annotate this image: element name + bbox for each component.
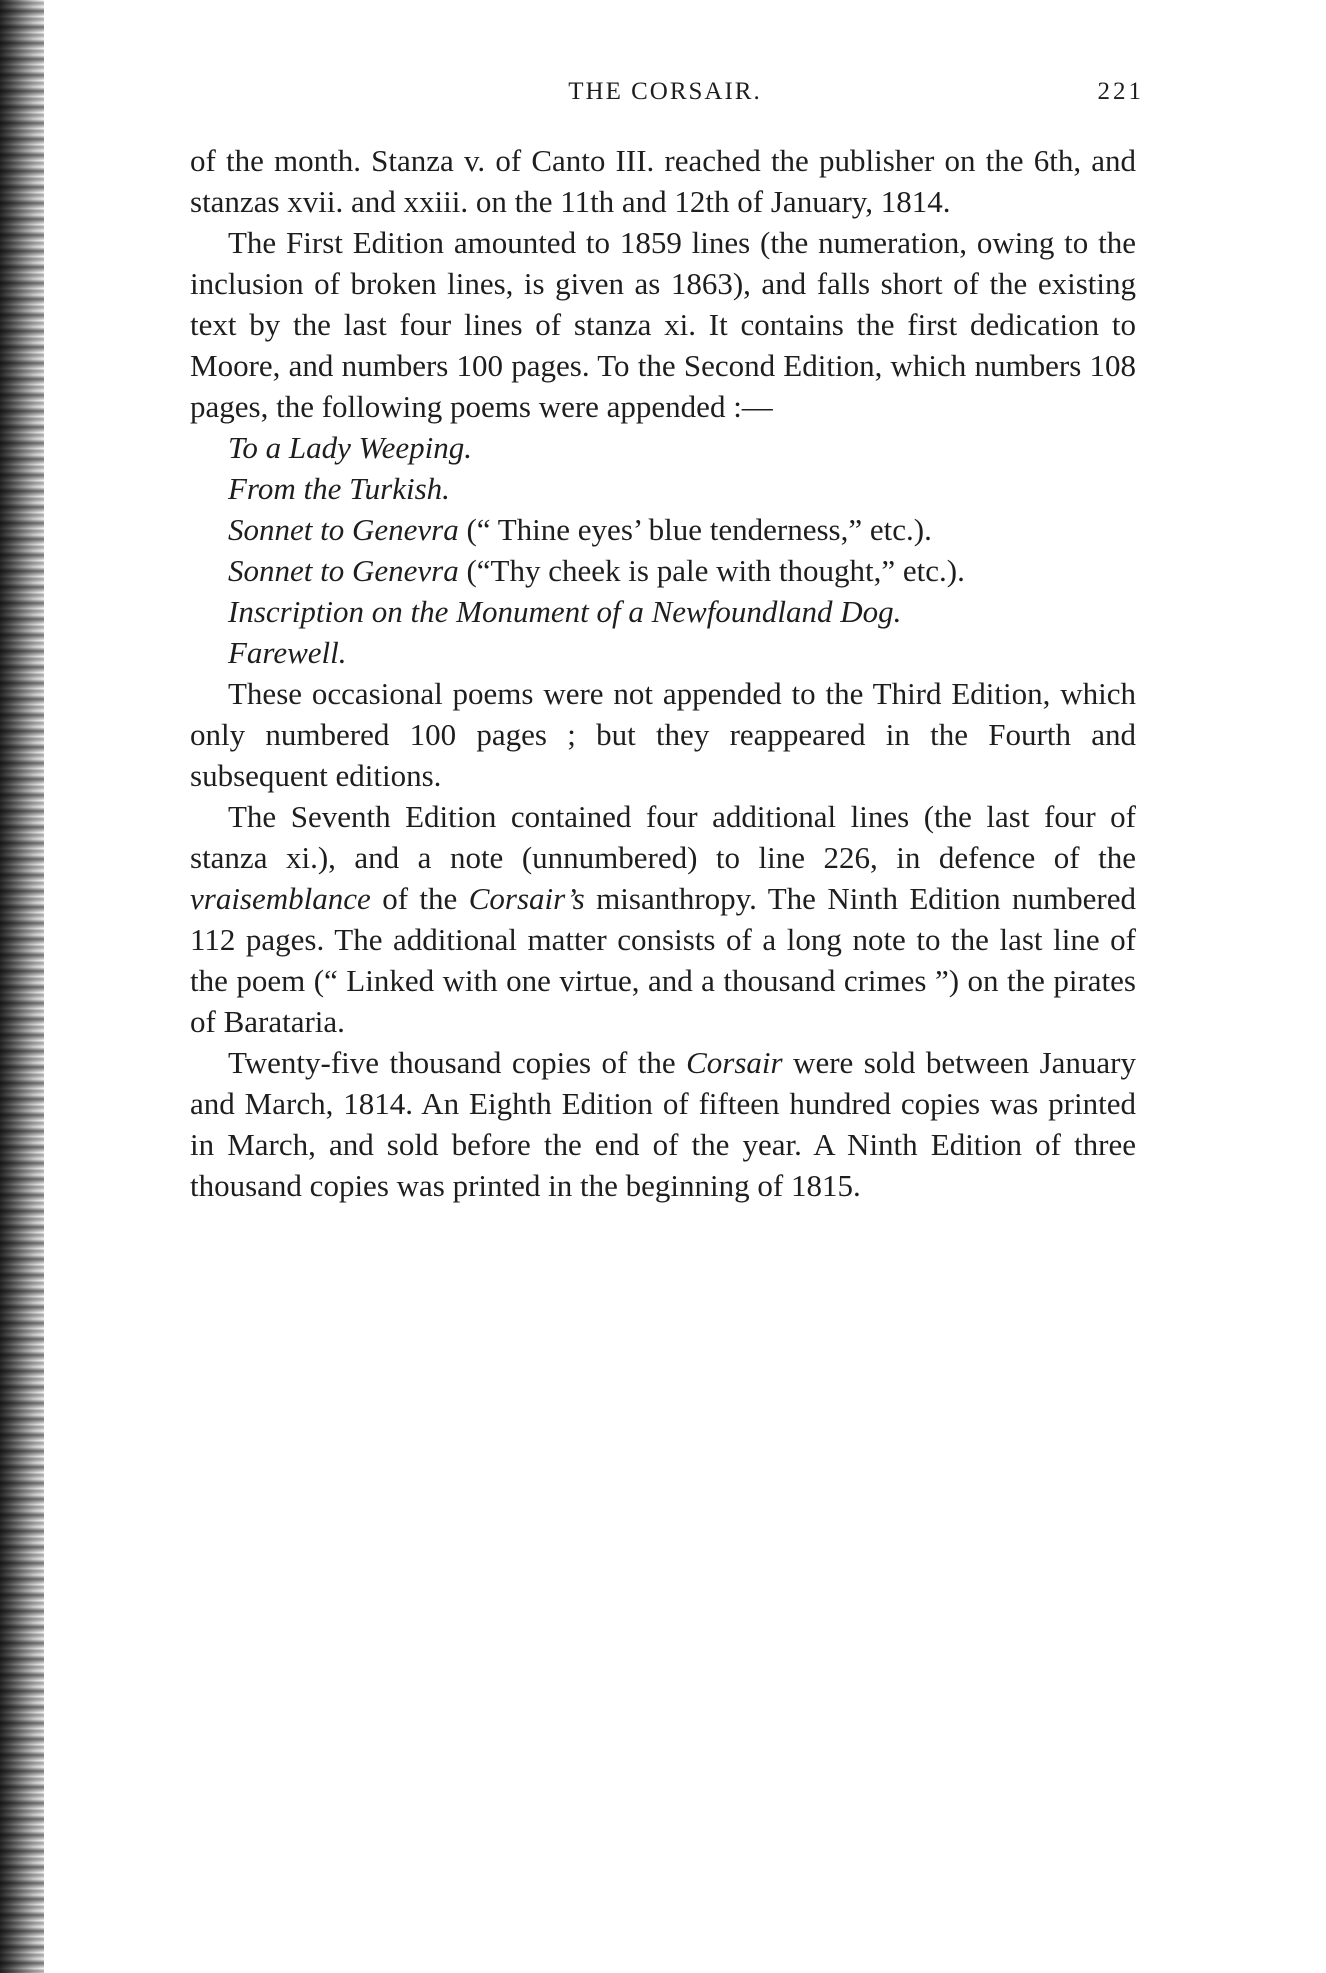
paragraph-seventh-edition: The Seventh Edition contained four additional lines (the last four of stanza xi.), and a note (unnumbered) to line 226, in defence of the vraisemblance of the Corsair’s misanthropy. The Ninth Edition numbered 112 pages. The additional matter consists of a long note to the last line of the poem (“ Linked with one virtue, and a thousand crimes ”) on the pirates of Barataria. [190, 799, 1136, 1039]
paragraph-continuation: of the month. Stanza v. of Canto III. reached the publisher on the 6th, and stanzas xvii. and xxiii. on the 11th and 12th of January, 1814. [190, 143, 1136, 219]
poem-list-item: Sonnet to Genevra (“Thy cheek is pale with thought,” etc.). [228, 553, 965, 588]
poem-title: Inscription on the Monument of a Newfoundland Dog. [228, 594, 902, 629]
poem-list-item [190, 427, 1136, 468]
poem-title: To a Lady Weeping. [228, 430, 473, 465]
book-page [190, 78, 1144, 1206]
running-title: THE CORSAIR. [568, 78, 762, 105]
poem-title: Sonnet to Genevra [228, 512, 459, 547]
page-number: 221 [1097, 78, 1144, 105]
poem-list-item: Sonnet to Genevra (“ Thine eyes’ blue tenderness,” etc.). [228, 512, 932, 547]
poem-list-item [190, 632, 1136, 673]
book-binding-edge [0, 0, 44, 1973]
running-head [190, 78, 1144, 118]
poem-title: Farewell. [228, 635, 347, 670]
paragraph-occasional-poems: These occasional poems were not appended to the Third Edition, which only numbered 100 pages ; but they reappeared in the Fourth and subsequent editions. [190, 676, 1136, 793]
page-text [190, 140, 1136, 1206]
paragraph-copies-sold: Twenty-five thousand copies of the Corsair were sold between January and March, 1814. An Eighth Edition of fifteen hundred copies was printed in March, and sold before the end of the year. A Ninth Edition of three thousand copies was printed in the beginning of 1815. [190, 1045, 1136, 1203]
poem-title: From the Turkish. [228, 471, 450, 506]
poem-title: Sonnet to Genevra [228, 553, 459, 588]
poem-list-item [190, 591, 1136, 632]
paragraph-first-edition: The First Edition amounted to 1859 lines (the numeration, owing to the inclusion of broken lines, is given as 1863), and falls short of the existing text by the last four lines of stanza xi. It contains the first dedication to Moore, and numbers 100 pages. To the Second Edition, which numbers 108 pages, the following poems were appended :— [190, 225, 1136, 424]
poem-list-item [190, 468, 1136, 509]
